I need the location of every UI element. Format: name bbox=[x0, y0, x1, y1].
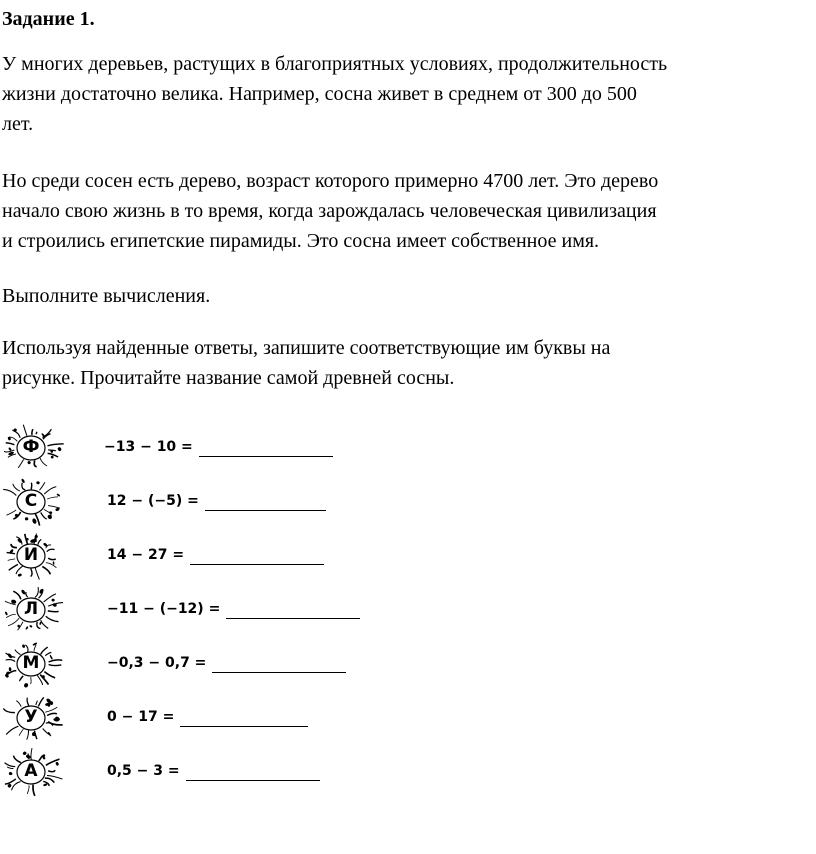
ornament-stroke bbox=[44, 487, 56, 495]
ornament-stroke bbox=[31, 677, 32, 684]
paragraph-intro bbox=[2, 49, 816, 139]
task-letter: Л bbox=[23, 599, 39, 619]
ornament-leaf bbox=[49, 655, 53, 660]
ornament-leaf bbox=[51, 598, 55, 601]
ornament-stroke bbox=[5, 763, 16, 767]
ornament-leaf bbox=[14, 513, 19, 517]
answer-blank[interactable] bbox=[190, 549, 324, 565]
ornament-stroke bbox=[34, 645, 36, 651]
ornament-leaf bbox=[8, 772, 12, 776]
ornament-stroke bbox=[4, 450, 14, 452]
ornament-leaf bbox=[32, 642, 37, 646]
ornament-stroke bbox=[34, 460, 36, 466]
paragraph-instruction-line: Выполните вычисления. bbox=[2, 285, 211, 307]
ornament-stroke bbox=[7, 510, 17, 515]
task-row-4 bbox=[0, 587, 400, 637]
expression-text: −11 − (−12) = bbox=[107, 601, 221, 617]
ornament-leaf bbox=[50, 455, 53, 458]
ornament-stroke bbox=[48, 558, 56, 560]
task-expression bbox=[107, 545, 324, 565]
answer-blank[interactable] bbox=[226, 603, 360, 619]
task-letter: А bbox=[24, 761, 38, 781]
task-letter: М bbox=[22, 653, 40, 673]
ornament-stroke bbox=[35, 514, 39, 526]
expression-text: −0,3 − 0,7 = bbox=[107, 655, 207, 671]
answer-blank[interactable] bbox=[205, 495, 326, 511]
letter-badge bbox=[2, 747, 70, 797]
ornament-stroke bbox=[7, 767, 13, 769]
paragraph-ancient-pine-line-2: начало свою жизнь в то время, когда зарождалась человеческая цивилизация bbox=[2, 200, 657, 222]
ornament-stroke bbox=[27, 730, 29, 740]
ornament-stroke bbox=[48, 506, 60, 509]
ornament-stroke bbox=[45, 707, 57, 712]
task-letter: И bbox=[23, 545, 39, 565]
letter-badge bbox=[2, 531, 70, 581]
ornament-stroke bbox=[42, 567, 50, 575]
answer-blank[interactable] bbox=[199, 441, 333, 457]
ornament-leaf bbox=[32, 518, 38, 525]
ornament-stroke bbox=[35, 587, 38, 597]
ornament-stroke bbox=[18, 459, 23, 467]
ornament-leaf bbox=[23, 682, 29, 688]
ornament-leaf bbox=[29, 625, 33, 628]
ornament-leaf bbox=[22, 644, 26, 648]
ornament-stroke bbox=[41, 512, 47, 519]
task-expression bbox=[107, 707, 308, 727]
task-expression bbox=[107, 599, 360, 619]
task-expression bbox=[107, 653, 346, 673]
ornament-leaf bbox=[21, 478, 25, 483]
ornament-stroke bbox=[48, 770, 55, 772]
task-row-2 bbox=[0, 479, 400, 529]
ornament-stroke bbox=[47, 497, 58, 499]
ornament-leaf bbox=[27, 460, 31, 464]
paragraph-ancient-pine-line-3: и строились египетские пирамиды. Это сосна имеет собственное имя. bbox=[2, 230, 600, 252]
ornament-stroke bbox=[48, 611, 59, 612]
task-letter: У bbox=[24, 707, 38, 727]
answer-blank[interactable] bbox=[186, 765, 320, 781]
paragraph-instruction bbox=[2, 281, 816, 311]
task-row-7 bbox=[0, 749, 400, 799]
paragraph-intro-line-3: лет. bbox=[2, 113, 34, 135]
paragraph-ancient-pine-line-1: Но среди сосен есть дерево, возраст которого примерно 4700 лет. Это дерево bbox=[2, 170, 659, 192]
task-expression bbox=[107, 761, 320, 781]
ornament-stroke bbox=[3, 709, 15, 713]
ornament-leaf bbox=[55, 761, 59, 766]
ornament-leaf bbox=[57, 447, 62, 452]
task-row-5 bbox=[0, 641, 400, 691]
task-row-6 bbox=[0, 695, 400, 745]
ornament-stroke bbox=[16, 566, 23, 574]
task-letter: Ф bbox=[22, 437, 40, 457]
ornament-leaf bbox=[9, 667, 12, 671]
expression-text: −13 − 10 = bbox=[104, 439, 193, 455]
ornament-stroke bbox=[6, 443, 15, 445]
ornament-stroke bbox=[5, 779, 16, 784]
expression-text: 14 − 27 = bbox=[107, 547, 185, 563]
ornament-stroke bbox=[47, 549, 55, 551]
ornament-leaf bbox=[56, 493, 60, 497]
ornament-leaf bbox=[53, 561, 55, 565]
letter-badge bbox=[2, 585, 70, 635]
ornament-leaf bbox=[7, 653, 13, 659]
ornament-leaf bbox=[25, 626, 29, 630]
ornament-stroke bbox=[19, 729, 23, 736]
task-letter: С bbox=[24, 491, 38, 511]
paragraph-answer-instruction bbox=[2, 333, 816, 393]
task-title: Задание 1. bbox=[2, 8, 95, 30]
ornament-stroke bbox=[40, 458, 47, 466]
ornament-stroke bbox=[8, 559, 16, 561]
ornament-stroke bbox=[3, 489, 16, 495]
expression-text: 0 − 17 = bbox=[107, 709, 175, 725]
ornament-stroke bbox=[6, 614, 16, 617]
paragraph-intro-line-2: жизни достаточно велика. Например, сосна живет в среднем от 300 до 500 bbox=[2, 83, 637, 105]
task-row-3 bbox=[0, 533, 400, 583]
answer-blank[interactable] bbox=[180, 711, 308, 727]
ornament-leaf bbox=[49, 511, 52, 514]
ornament-stroke bbox=[44, 672, 55, 678]
ornament-stroke bbox=[47, 713, 57, 715]
ornament-stroke bbox=[31, 569, 32, 577]
letter-badge bbox=[2, 423, 70, 473]
paragraph-ancient-pine bbox=[2, 166, 816, 256]
ornament-stroke bbox=[6, 660, 16, 662]
ornament-leaf bbox=[25, 517, 28, 520]
ornament-stroke bbox=[48, 444, 64, 446]
letter-badge bbox=[2, 639, 70, 689]
letter-badge bbox=[2, 693, 70, 743]
ornament-stroke bbox=[49, 660, 63, 662]
ornament-stroke bbox=[46, 563, 57, 568]
paragraph-answer-instruction-line-2: рисунке. Прочитайте название самой древней сосны. bbox=[2, 367, 455, 389]
ornament-stroke bbox=[33, 785, 35, 796]
paragraph-intro-line-1: У многих деревьев, растущих в благоприятных условиях, продолжительность bbox=[2, 53, 668, 75]
ornament-stroke bbox=[20, 676, 23, 681]
task-expression bbox=[104, 437, 333, 457]
ornament-leaf bbox=[47, 514, 53, 520]
letter-badge bbox=[2, 477, 70, 527]
ornament-leaf bbox=[17, 573, 22, 577]
ornament-stroke bbox=[41, 620, 49, 628]
task-expression bbox=[107, 491, 326, 511]
ornament-stroke bbox=[35, 568, 39, 580]
ornament-stroke bbox=[49, 665, 62, 666]
ornament-leaf bbox=[5, 611, 8, 615]
ornament-stroke bbox=[27, 785, 29, 794]
ornament-stroke bbox=[46, 616, 59, 622]
paragraph-answer-instruction-line-1: Используя найденные ответы, запишите соответствующие им буквы на bbox=[2, 337, 611, 359]
task-row-1 bbox=[0, 425, 400, 475]
ornament-leaf bbox=[36, 481, 40, 485]
answer-blank[interactable] bbox=[212, 657, 346, 673]
expression-text: 0,5 − 3 = bbox=[107, 763, 180, 779]
expression-text: 12 − (−5) = bbox=[107, 493, 199, 509]
